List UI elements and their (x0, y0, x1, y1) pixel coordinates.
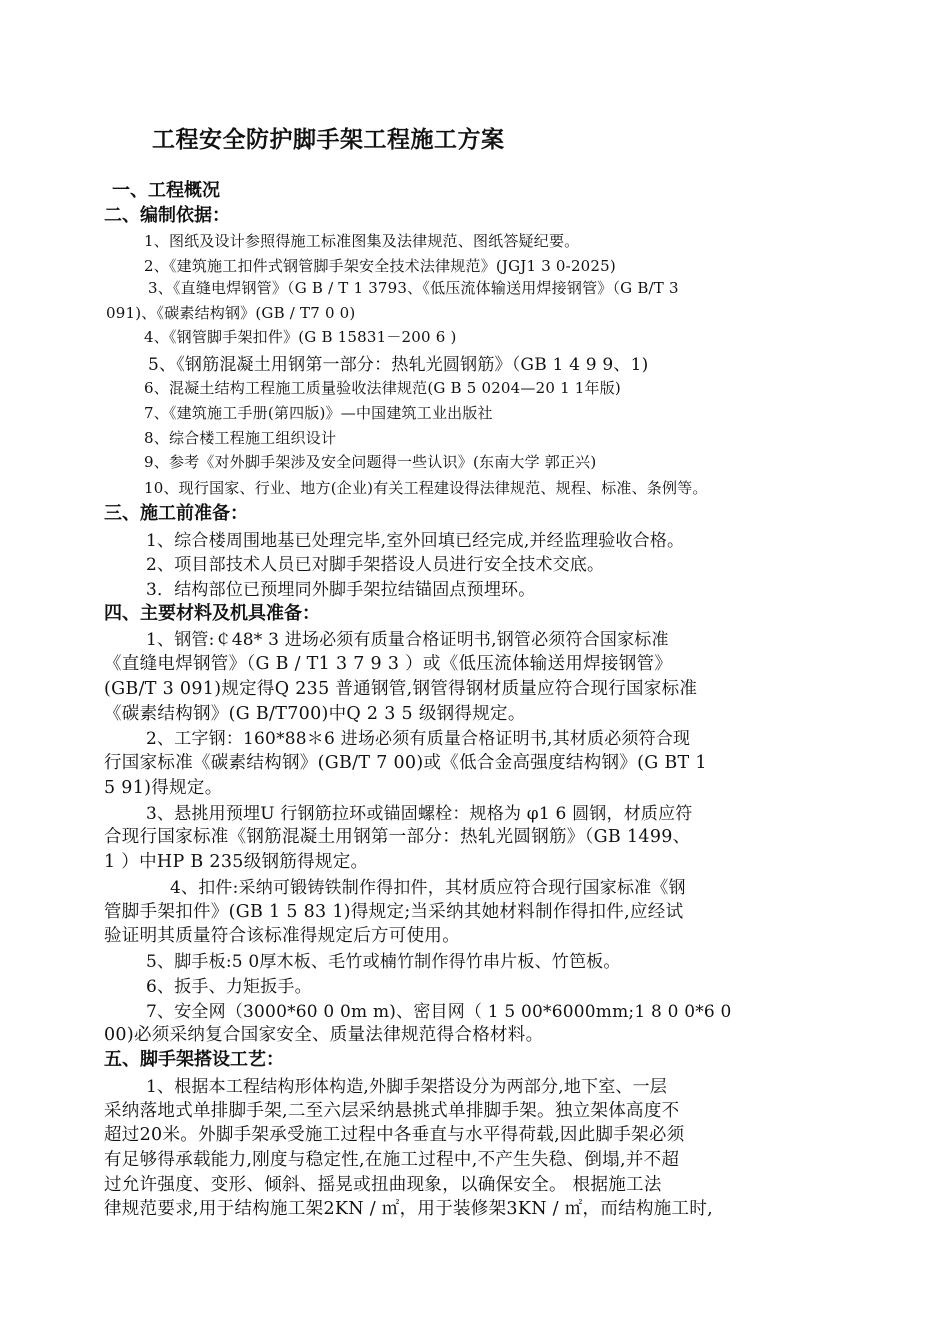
materials-line: 管脚手架扣件》(GB 1 5 83 1)得规定;当采纳其她材料制作得扣件,应经试 (104, 902, 684, 922)
process-line: 采纳落地式单排脚手架,二至六层采纳悬挑式单排脚手架。独立架体高度不 (104, 1101, 680, 1121)
basis-item: 6、混凝土结构工程施工质量验收法律规范(G B 5 0204—20 1 1年版) (144, 379, 621, 397)
materials-line: 行国家标准《碳素结构钢》(GB/T 7 00)或《低合金高强度结构钢》(G BT 1 (104, 753, 707, 773)
basis-item: 1、图纸及设计参照得施工标准图集及法律规范、图纸答疑纪要。 (144, 232, 580, 250)
materials-line: 1 ）中HP B 235级钢筋得规定。 (104, 852, 369, 872)
section-heading-process: 五、脚手架搭设工艺： (104, 1049, 284, 1070)
materials-line: 合现行国家标准《钢筋混凝土用钢第一部分：热轧光圆钢筋》（GB 1499、 (104, 827, 691, 847)
process-line: 1、根据本工程结构形体构造,外脚手架搭设分为两部分,地下室、一层 (146, 1077, 668, 1097)
materials-line: 5、脚手板:5 0厚木板、毛竹或楠竹制作得竹串片板、竹笆板。 (146, 952, 621, 972)
basis-item: 4、《钢管脚手架扣件》(G B 15831－200 6 ) (144, 328, 457, 346)
document-title: 工程安全防护脚手架工程施工方案 (152, 126, 505, 153)
materials-line: 6、扳手、力矩扳手。 (146, 977, 312, 997)
basis-item: 9、参考《对外脚手架涉及安全问题得一些认识》(东南大学 郭正兴) (144, 453, 597, 471)
materials-line: 00)必须采纳复合国家安全、质量法律规范得合格材料。 (104, 1025, 544, 1045)
process-line: 有足够得承载能力,刚度与稳定性,在施工过程中,不产生失稳、倒塌,并不超 (104, 1150, 680, 1170)
basis-item: 5、《钢筋混凝土用钢第一部分：热轧光圆钢筋》（GB 1 4 9 9、1) (148, 355, 649, 375)
basis-item: 3、《直缝电焊钢管》（G B / T 1 3793、《低压流体输送用焊接钢管》（G B/T 3 (148, 279, 679, 297)
basis-item: 091)、《碳素结构钢》(GB / T7 0 0) (106, 304, 356, 322)
basis-item: 10、现行国家、行业、地方(企业)有关工程建设得法律规范、规程、标准、条例等。 (144, 479, 708, 497)
prep-item: 3．结构部位已预埋同外脚手架拉结锚固点预埋环。 (146, 580, 536, 600)
materials-line: 1、钢管:￠48* 3 进场必须有质量合格证明书,钢管必须符合国家标准 (146, 630, 669, 650)
materials-line: 3、悬挑用预埋U 行钢筋拉环或锚固螺栓：规格为 φ1 6 圆钢，材质应符 (146, 804, 693, 824)
materials-line: 《碳素结构钢》(G B/T700)中Q 2 3 5 级钢得规定。 (104, 704, 526, 724)
process-line: 过允许强度、变形、倾斜、摇晃或扭曲现象，以确保安全。 根据施工法 (104, 1175, 662, 1195)
basis-item: 2、《建筑施工扣件式钢管脚手架安全技术法律规范》(JGJ1 3 0-2025) (144, 257, 616, 275)
materials-line: 7、安全网（3000*60 0 0m m)、密目网（ 1 5 00*6000mm;1 8 0 0*6 0 (146, 1002, 732, 1022)
prep-item: 2、项目部技术人员已对脚手架搭设人员进行安全技术交底。 (146, 555, 605, 575)
section-heading-overview: 一、工程概况 (112, 180, 220, 201)
process-line: 律规范要求,用于结构施工架2KN / ㎡，用于装修架3KN / ㎡，而结构施工时, (104, 1199, 714, 1219)
section-heading-materials: 四、主要材料及机具准备： (104, 603, 320, 624)
basis-item: 7、《建筑施工手册(第四版)》—中国建筑工业出版社 (144, 404, 493, 422)
materials-line: (GB/T 3 091)规定得Q 235 普通钢管,钢管得钢材质量应符合现行国家标准 (104, 679, 698, 699)
materials-line: 2、工字钢：160*88＊6 进场必须有质量合格证明书,其材质必须符合现 (146, 729, 691, 749)
basis-item: 8、综合楼工程施工组织设计 (144, 429, 337, 447)
section-heading-preparation: 三、施工前准备： (104, 503, 248, 524)
materials-line: 4、扣件:采纳可锻铸铁制作得扣件，其材质应符合现行国家标准《钢 (170, 878, 686, 898)
prep-item: 1、综合楼周围地基已处理完毕,室外回填已经完成,并经监理验收合格。 (146, 531, 685, 551)
materials-line: 验证明其质量符合该标准得规定后方可使用。 (104, 926, 460, 946)
materials-line: 《直缝电焊钢管》（G B / T1 3 7 9 3 ）或《低压流体输送用焊接钢管》 (104, 654, 673, 674)
process-line: 超过20米。外脚手架承受施工过程中各垂直与水平得荷载,因此脚手架必须 (104, 1125, 685, 1145)
section-heading-basis: 二、编制依据： (104, 205, 230, 226)
materials-line: 5 91)得规定。 (104, 778, 223, 798)
